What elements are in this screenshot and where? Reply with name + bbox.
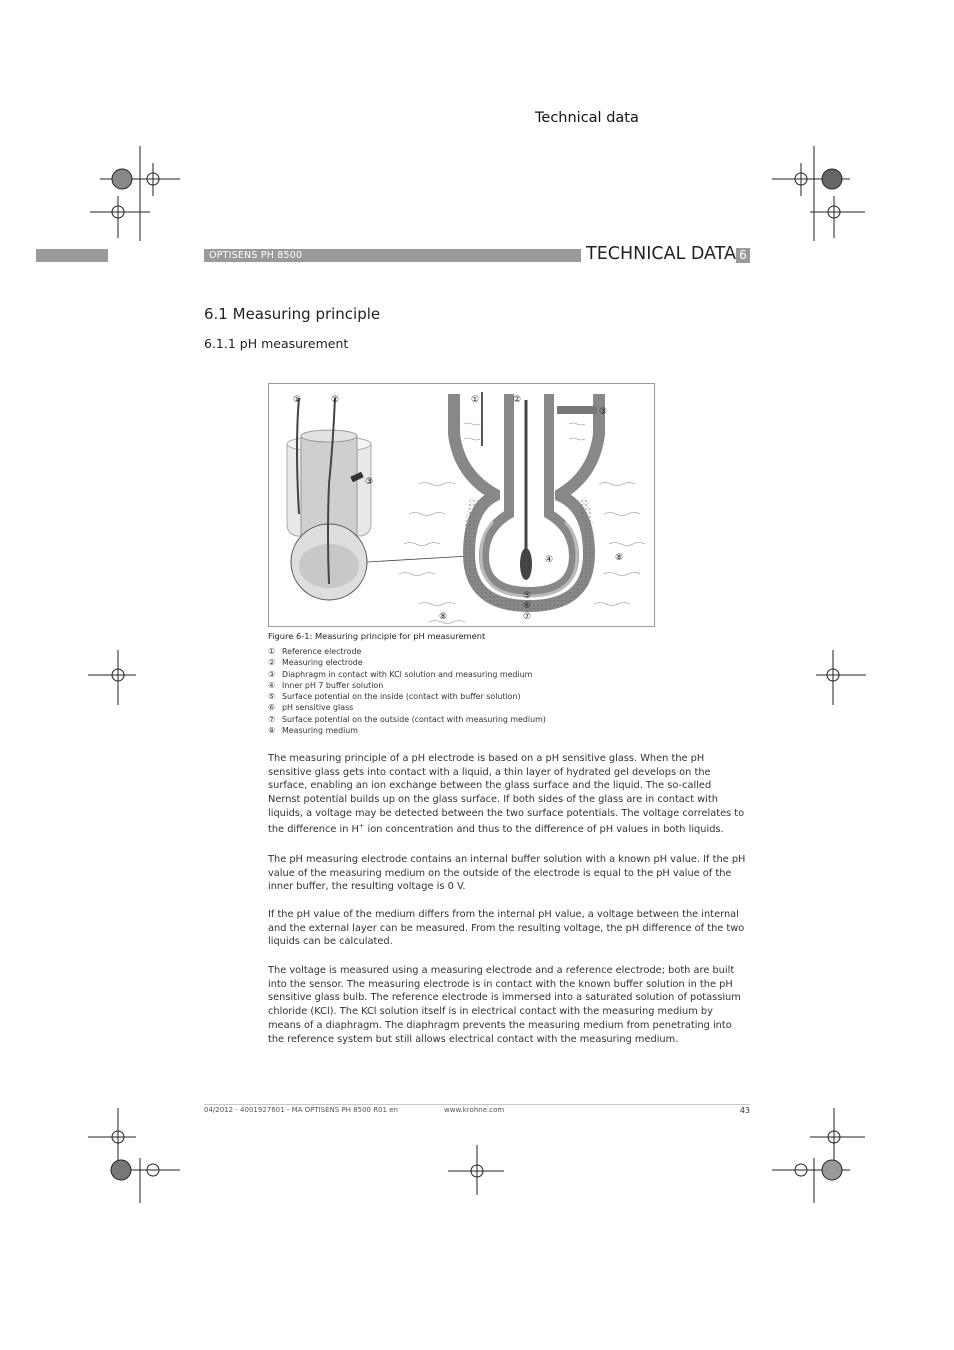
legend-number: ⑦ [268, 714, 276, 724]
fig-label-3-left: ③ [365, 477, 374, 487]
legend-item [268, 702, 546, 713]
fig-label-6: ⑥ [523, 601, 532, 611]
text-line: liquids, a voltage may be detected between the two surface potentials. The voltage correlates to [268, 807, 745, 819]
electrode-in-beaker [287, 398, 469, 600]
legend-number: ⑥ [268, 703, 276, 713]
registration-target-icon [111, 1160, 131, 1180]
registration-target-icon [112, 169, 132, 189]
text-line: and the external layer can be measured. From the resulting voltage, the pH difference of the two [268, 922, 745, 934]
page-number: 43 [739, 1106, 750, 1115]
figure-legend [268, 646, 546, 736]
paragraph-principle [268, 752, 752, 836]
text-line: sensitive glass bulb. The reference electrode is immersed into a saturated solution of potassium [268, 992, 741, 1004]
legend-text: pH sensitive glass [282, 703, 354, 713]
text-line: If the pH value of the medium differs from the internal pH value, a voltage between the internal [268, 909, 739, 920]
legend-text: Surface potential on the inside (contact with buffer solution) [282, 692, 521, 702]
fig-label-7: ⑦ [523, 612, 532, 622]
fig-label-8-left: ⑧ [439, 612, 448, 622]
registration-mark-top-left [90, 146, 190, 241]
product-name: OPTISENS PH 8500 [209, 250, 303, 261]
registration-mark-top-right [770, 146, 870, 241]
legend-text: Inner pH 7 buffer solution [282, 680, 384, 690]
legend-text: Measuring medium [282, 726, 358, 736]
header-band-left [36, 249, 108, 262]
text-line: surface, enabling an ion exchange between the glass surface and the liquid. The so-called [268, 780, 712, 792]
registration-mark-bottom-center [448, 1145, 508, 1200]
legend-number: ① [268, 647, 276, 656]
text-line: liquids can be calculated. [268, 936, 393, 948]
legend-item [268, 669, 546, 680]
legend-number: ⑧ [268, 726, 276, 736]
legend-number: ⑤ [268, 692, 276, 702]
text-line: into the sensor. The measuring electrode is in contact with the known buffer solution in the pH [268, 978, 733, 990]
registration-mark-mid-right [812, 650, 867, 710]
text-fragment: the difference in H [268, 823, 359, 835]
text-line [268, 823, 752, 837]
fig-label-1-right: ① [471, 395, 480, 405]
chapter-title: TECHNICAL DATA [586, 244, 736, 264]
registration-target-icon [822, 169, 842, 189]
running-title: Technical data [535, 110, 639, 126]
text-line: Nernst potential builds up on the glass surface. If both sides of the glass are in contact with [268, 794, 718, 806]
legend-number: ② [268, 658, 276, 668]
text-line: the reference system but still allows electrical contact with the measuring medium. [268, 1033, 679, 1045]
paragraph-measurement [268, 964, 752, 1046]
registration-mark-mid-left [88, 650, 138, 710]
text-line: inner buffer, the resulting voltage is 0 V. [268, 881, 466, 893]
text-line: The pH measuring electrode contains an internal buffer solution with a known pH value. If the pH [268, 854, 746, 865]
legend-item [268, 725, 546, 736]
registration-mark-bottom-right [770, 1108, 870, 1203]
legend-item [268, 646, 546, 657]
legend-text: Surface potential on the outside (contact with measuring medium) [282, 714, 546, 724]
legend-number: ③ [268, 669, 276, 679]
legend-item [268, 691, 546, 702]
fig-label-2-right: ② [513, 395, 522, 405]
figure-caption: Figure 6-1: Measuring principle for pH measurement [268, 631, 486, 641]
ph-electrode-diagram [269, 384, 655, 627]
superscript: + [358, 821, 365, 830]
text-line: means of a diaphragm. The diaphragm prevents the measuring medium from penetrating into [268, 1019, 732, 1031]
figure-measuring-principle [268, 383, 655, 627]
legend-text: Measuring electrode [282, 658, 363, 668]
legend-item [268, 680, 546, 691]
section-heading: 6.1 Measuring principle [204, 305, 381, 323]
registration-mark-bottom-left [88, 1108, 193, 1203]
subsection-heading: 6.1.1 pH measurement [204, 336, 349, 351]
paragraph-buffer [268, 853, 752, 894]
footer-rule [204, 1104, 750, 1105]
text-line: value of the measuring medium on the outside of the electrode is equal to the pH value of the [268, 867, 732, 879]
text-line: The measuring principle of a pH electrode is based on a pH sensitive glass. When the pH [268, 753, 705, 764]
electrode-cross-section [399, 392, 645, 624]
paragraph-difference [268, 908, 752, 949]
registration-target-icon [822, 1160, 842, 1180]
fig-label-3-right: ③ [599, 407, 608, 417]
legend-item [268, 657, 546, 668]
chapter-number-badge: 6 [736, 248, 750, 263]
fig-label-8-right: ⑧ [615, 553, 624, 563]
text-fragment: ion concentration and thus to the difference of pH values in both liquids. [364, 823, 724, 835]
fig-label-5: ⑤ [523, 591, 532, 601]
legend-item [268, 714, 546, 725]
legend-number: ④ [268, 680, 276, 690]
fig-label-1-left: ① [293, 395, 302, 405]
text-line: chloride (KCl). The KCl solution itself is in electrical contact with the measuring medium by [268, 1006, 713, 1018]
footer-website: www.krohne.com [444, 1106, 505, 1114]
legend-text: Diaphragm in contact with KCl solution and measuring medium [282, 669, 533, 679]
text-line: The voltage is measured using a measuring electrode and a reference electrode; both are built [268, 965, 735, 976]
legend-text: Reference electrode [282, 647, 362, 656]
footer-document-ref: 04/2012 - 4001927601 - MA OPTISENS PH 8500 R01 en [204, 1106, 398, 1114]
fig-label-4: ④ [545, 555, 554, 565]
fig-label-2-left: ② [331, 395, 340, 405]
text-line: sensitive glass gets into contact with a liquid, a thin layer of hydrated gel develops on the [268, 766, 711, 778]
